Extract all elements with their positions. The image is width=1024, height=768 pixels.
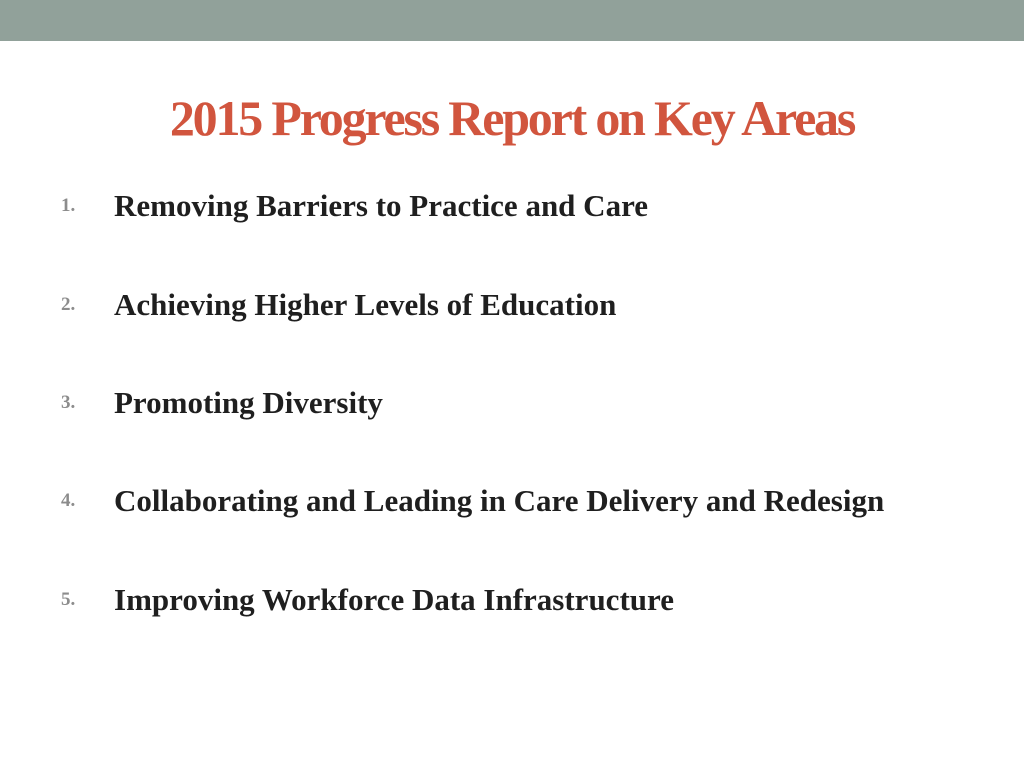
list-item-text: Improving Workforce Data Infrastructure xyxy=(114,582,674,617)
list-item xyxy=(0,479,1024,523)
list-item-text: Achieving Higher Levels of Education xyxy=(114,287,617,322)
list-item-number: 2. xyxy=(61,294,76,315)
list-item xyxy=(0,381,1024,425)
slide-title: 2015 Progress Report on Key Areas xyxy=(169,90,855,146)
list-item-number: 3. xyxy=(61,392,76,413)
list-item-number: 4. xyxy=(61,490,76,511)
list-item-text: Removing Barriers to Practice and Care xyxy=(114,188,649,223)
list-item-number: 5. xyxy=(61,589,76,610)
list-item xyxy=(0,578,1024,622)
list-item-text: Collaborating and Leading in Care Delivery and Redesign xyxy=(114,483,885,518)
list-item-text: Promoting Diversity xyxy=(114,385,383,420)
list-item xyxy=(0,184,1024,228)
list-item xyxy=(0,283,1024,327)
list-item-number: 1. xyxy=(61,195,76,216)
